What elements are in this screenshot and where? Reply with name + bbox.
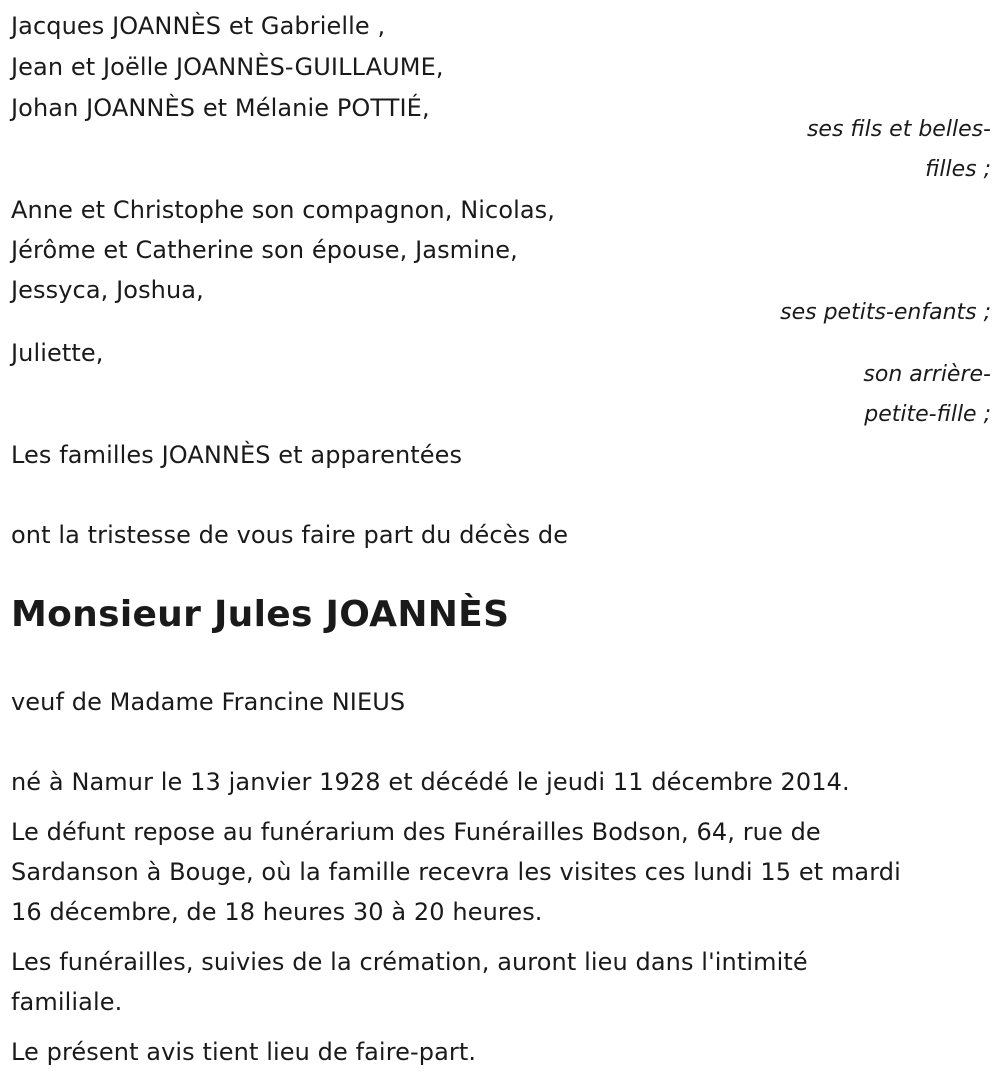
child-line-2: Jean et Joëlle JOANNÈS-GUILLAUME, xyxy=(11,53,444,81)
children-role-line-1: ses fils et belles- xyxy=(806,117,991,142)
great-grandchild-role-line-1: son arrière- xyxy=(863,362,991,387)
notice-line: Le présent avis tient lieu de faire-part. xyxy=(11,1038,477,1066)
child-line-3: Johan JOANNÈS et Mélanie POTTIÉ, xyxy=(11,94,430,122)
deceased-name: Monsieur Jules JOANNÈS xyxy=(11,594,510,635)
repose-line-2: Sardanson à Bouge, où la famille recevra les visites ces lundi 15 et mardi xyxy=(11,858,901,886)
funeral-line-1: Les funérailles, suivies de la crémation, auront lieu dans l'intimité xyxy=(11,948,808,976)
children-role-line-2: filles ; xyxy=(925,157,991,182)
widower-line: veuf de Madame Francine NIEUS xyxy=(11,688,406,716)
grandchild-line-3: Jessyca, Joshua, xyxy=(11,276,204,304)
grandchildren-role: ses petits-enfants ; xyxy=(780,300,991,325)
birth-death-line: né à Namur le 13 janvier 1928 et décédé le jeudi 11 décembre 2014. xyxy=(11,768,850,796)
families-line: Les familles JOANNÈS et apparentées xyxy=(11,441,463,469)
great-grandchild-role-line-2: petite-fille ; xyxy=(864,402,991,427)
repose-line-1: Le défunt repose au funérarium des Funérailles Bodson, 64, rue de xyxy=(11,818,821,846)
child-line-1: Jacques JOANNÈS et Gabrielle , xyxy=(11,12,386,40)
announcement-line: ont la tristesse de vous faire part du décès de xyxy=(11,521,569,549)
grandchild-line-1: Anne et Christophe son compagnon, Nicolas, xyxy=(11,196,556,224)
funeral-line-2: familiale. xyxy=(11,988,123,1016)
great-grandchild-line: Juliette, xyxy=(11,339,104,367)
repose-line-3: 16 décembre, de 18 heures 30 à 20 heures. xyxy=(11,898,543,926)
grandchild-line-2: Jérôme et Catherine son épouse, Jasmine, xyxy=(11,236,518,264)
